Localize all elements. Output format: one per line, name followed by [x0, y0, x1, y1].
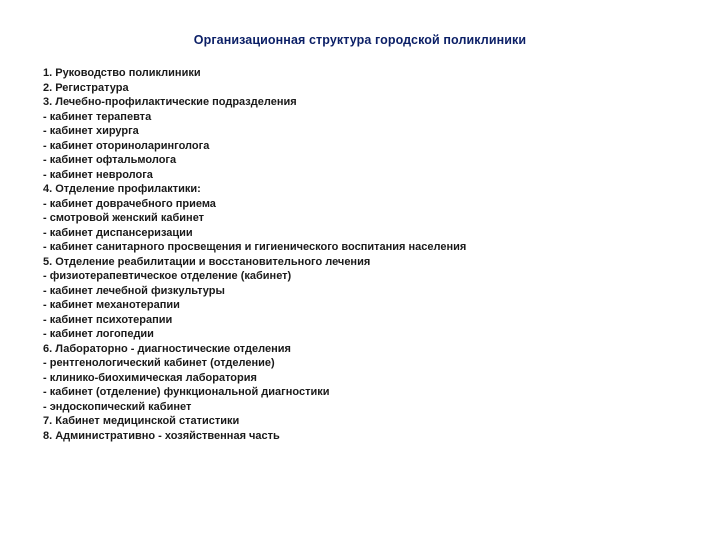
- list-item: - клинико-биохимическая лаборатория: [43, 371, 257, 384]
- list-item: 2. Регистратура: [43, 81, 129, 94]
- list-item: - кабинет хирурга: [43, 125, 139, 137]
- list-item: 3. Лечебно-профилактические подразделения: [43, 96, 297, 108]
- list-item: - физиотерапевтическое отделение (кабинет): [43, 270, 292, 282]
- list-item: - кабинет логопедии: [43, 328, 154, 340]
- list-item: 4. Отделение профилактики:: [43, 183, 201, 195]
- list-item: - кабинет терапевта: [43, 110, 152, 123]
- list-item: - кабинет (отделение) функциональной диагностики: [43, 386, 330, 398]
- list-item: - кабинет невролога: [43, 168, 153, 181]
- list-item: 7. Кабинет медицинской статистики: [43, 415, 240, 427]
- list-item: 5. Отделение реабилитации и восстановительного лечения: [43, 255, 371, 268]
- structure-list: [43, 66, 663, 443]
- list-item: 6. Лабораторно - диагностические отделения: [43, 342, 291, 355]
- list-item: - кабинет диспансеризации: [43, 226, 193, 239]
- list-item: - кабинет оториноларинголога: [43, 139, 210, 152]
- list-item: 1. Руководство поликлиники: [43, 67, 201, 79]
- list-item: - эндоскопический кабинет: [43, 400, 192, 413]
- list-item: - кабинет офтальмолога: [43, 154, 177, 166]
- list-item: - кабинет доврачебного приема: [43, 197, 216, 210]
- list-item: - кабинет санитарного просвещения и гигиенического воспитания населения: [43, 241, 467, 253]
- list-item: 8. Административно - хозяйственная часть: [43, 429, 280, 442]
- list-item: - кабинет лечебной физкультуры: [43, 284, 225, 297]
- list-item: - кабинет психотерапии: [43, 313, 173, 326]
- list-item: - смотровой женский кабинет: [43, 212, 205, 224]
- list-item: - кабинет механотерапии: [43, 299, 180, 311]
- list-item: - рентгенологический кабинет (отделение): [43, 357, 275, 369]
- slide-title: Организационная структура городской поликлиники: [193, 33, 527, 47]
